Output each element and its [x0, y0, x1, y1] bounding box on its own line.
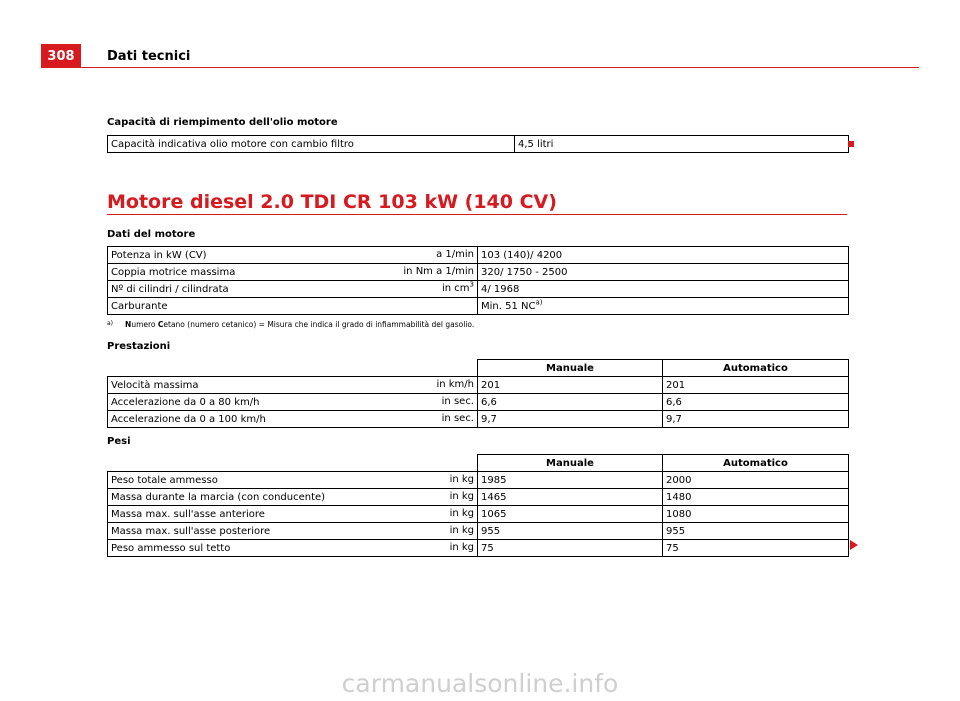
table-row	[108, 411, 849, 428]
row-label: Peso totale ammesso in kg	[108, 472, 478, 489]
page-number: 308	[41, 44, 81, 68]
table-row	[108, 281, 849, 298]
table-row	[108, 489, 849, 506]
cell-manual: 955	[478, 523, 663, 540]
cell-auto: 201	[663, 377, 849, 394]
table-header-row	[108, 455, 849, 472]
engine-data-table	[107, 246, 849, 315]
table-row	[108, 247, 849, 264]
oil-value: 4,5 litri	[515, 136, 849, 153]
row-label: Massa durante la marcia (con conducente) in kg	[108, 489, 478, 506]
table-row	[108, 506, 849, 523]
row-value: 103 (140)/ 4200	[478, 247, 849, 264]
row-label: Accelerazione da 0 a 100 km/h in sec.	[108, 411, 478, 428]
row-value: Min. 51 NC$^{a)}$	[478, 298, 849, 315]
cell-manual: 201	[478, 377, 663, 394]
oil-label: Capacità indicativa olio motore con cambio filtro	[108, 136, 515, 153]
oil-heading: Capacità di riempimento dell'olio motore	[107, 117, 338, 128]
header-divider	[41, 67, 919, 68]
red-square-icon	[848, 141, 854, 147]
cell-auto: 75	[663, 540, 849, 557]
col-auto: Automatico	[663, 455, 849, 472]
cell-manual: 1065	[478, 506, 663, 523]
row-label: Coppia motrice massima in Nm a 1/min	[108, 264, 478, 281]
row-label: Massa max. sull'asse anteriore in kg	[108, 506, 478, 523]
row-label: Peso ammesso sul tetto in kg	[108, 540, 478, 557]
table-row	[108, 136, 849, 153]
col-manual: Manuale	[478, 455, 663, 472]
footnote: $^{a)}$ Numero Cetano (numero cetanico) = Misura che indica il grado di infiammabilità del gasolio.	[107, 320, 475, 329]
red-arrow-right-icon	[850, 540, 858, 550]
cell-auto: 6,6	[663, 394, 849, 411]
row-label: Accelerazione da 0 a 80 km/h in sec.	[108, 394, 478, 411]
weights-table	[107, 454, 849, 557]
oil-table	[107, 135, 849, 153]
cell-manual: 6,6	[478, 394, 663, 411]
row-value: 320/ 1750 - 2500	[478, 264, 849, 281]
cell-auto: 1080	[663, 506, 849, 523]
cell-manual: 1465	[478, 489, 663, 506]
performance-heading: Prestazioni	[107, 341, 171, 352]
cell-auto: 2000	[663, 472, 849, 489]
cell-auto: 955	[663, 523, 849, 540]
table-row	[108, 298, 849, 315]
cell-manual: 1985	[478, 472, 663, 489]
row-label: Potenza in kW (CV) a 1/min	[108, 247, 478, 264]
engine-data-heading: Dati del motore	[107, 229, 196, 240]
table-row	[108, 472, 849, 489]
row-value: 4/ 1968	[478, 281, 849, 298]
performance-table	[107, 359, 849, 428]
row-label: Massa max. sull'asse posteriore in kg	[108, 523, 478, 540]
header-blank	[108, 360, 478, 377]
cell-auto: 1480	[663, 489, 849, 506]
table-row	[108, 264, 849, 281]
title-divider	[107, 214, 847, 215]
row-label: Nº di cilindri / cilindrata in $cm^3$	[108, 281, 478, 298]
col-manual: Manuale	[478, 360, 663, 377]
table-row	[108, 377, 849, 394]
header-blank	[108, 455, 478, 472]
row-label: Velocità massima in km/h	[108, 377, 478, 394]
row-label: Carburante	[108, 298, 478, 315]
weights-heading: Pesi	[107, 436, 131, 447]
table-row	[108, 523, 849, 540]
page-title: Dati tecnici	[107, 49, 191, 64]
col-auto: Automatico	[663, 360, 849, 377]
cell-auto: 9,7	[663, 411, 849, 428]
watermark: carmanualsonline.info	[341, 669, 619, 698]
cell-manual: 9,7	[478, 411, 663, 428]
cell-manual: 75	[478, 540, 663, 557]
table-row	[108, 540, 849, 557]
section-title: Motore diesel 2.0 TDI CR 103 kW (140 CV)	[107, 191, 557, 213]
table-row	[108, 394, 849, 411]
table-header-row	[108, 360, 849, 377]
